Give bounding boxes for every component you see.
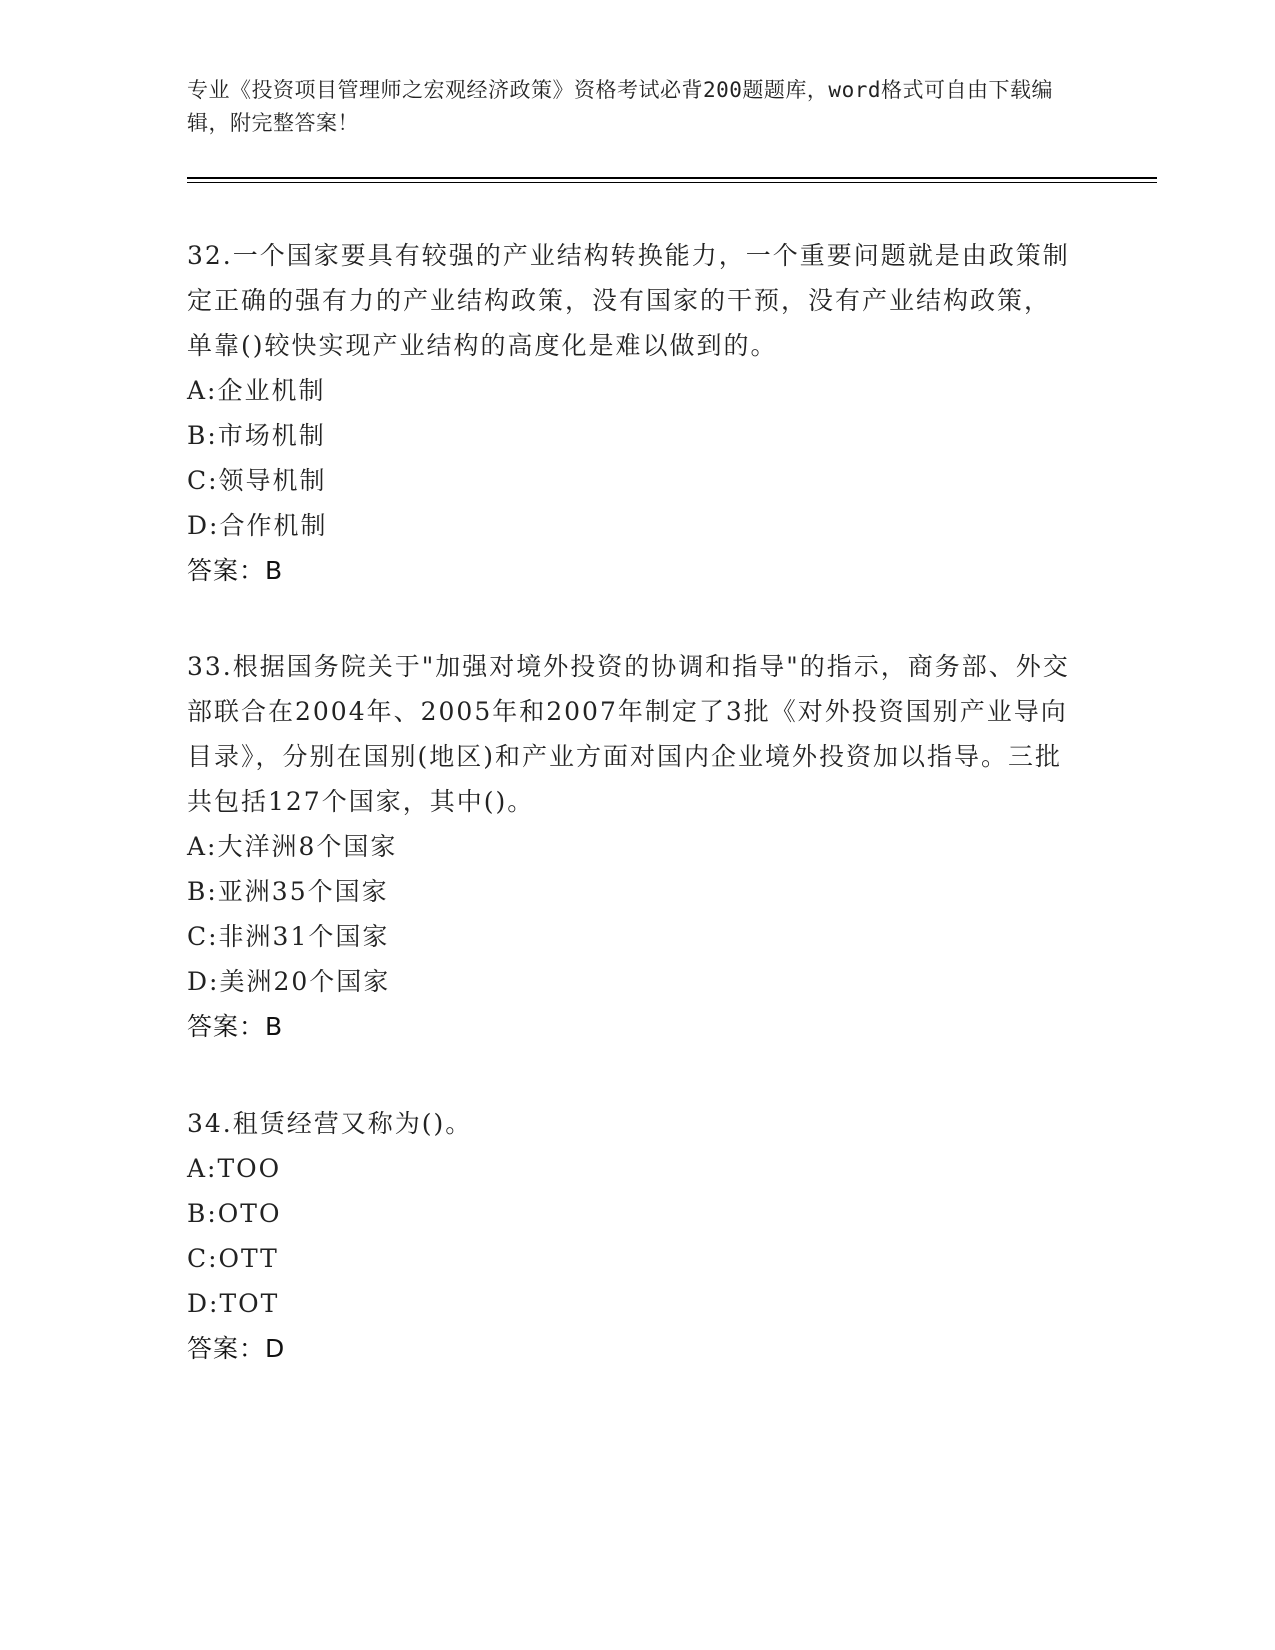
- option-a: A:TOO: [187, 1154, 282, 1183]
- option-d: D:TOT: [187, 1289, 280, 1318]
- option-c: C:非洲31个国家: [187, 922, 390, 951]
- option-d: D:美洲20个国家: [187, 967, 391, 996]
- question-stem: 32.一个国家要具有较强的产业结构转换能力，一个重要问题就是由政策制定正确的强有力的产业结构政策，没有国家的干预，没有产业结构政策，单靠()较快实现产业结构的高度化是难以做到的。: [187, 241, 1070, 360]
- question-stem: 34.租赁经营又称为()。: [187, 1109, 473, 1138]
- document-header: 专业《投资项目管理师之宏观经济政策》资格考试必背200题题库，word格式可自由下载编辑，附完整答案！: [187, 78, 1053, 135]
- option-b: B:亚洲35个国家: [187, 877, 389, 906]
- header-divider: [187, 177, 1157, 183]
- answer: 答案：D: [187, 1334, 286, 1363]
- question-stem: 33.根据国务院关于"加强对境外投资的协调和指导"的指示，商务部、外交部联合在2004年、2005年和2007年制定了3批《对外投资国别产业导向目录》，分别在国别(地区)和产业方面对国内企业境外投资加以指导。三批共包括127个国家，其中()。: [187, 652, 1070, 816]
- answer: 答案：B: [187, 556, 284, 585]
- option-c: C:OTT: [187, 1244, 279, 1273]
- option-b: B:市场机制: [187, 421, 326, 450]
- question-33: [187, 644, 1077, 1049]
- question-34: [187, 1101, 1077, 1371]
- option-a: A:企业机制: [187, 376, 326, 405]
- answer: 答案：B: [187, 1012, 284, 1041]
- option-a: A:大洋洲8个国家: [187, 832, 398, 861]
- option-c: C:领导机制: [187, 466, 327, 495]
- option-b: B:OTO: [187, 1199, 282, 1228]
- option-d: D:合作机制: [187, 511, 328, 540]
- question-32: [187, 233, 1077, 593]
